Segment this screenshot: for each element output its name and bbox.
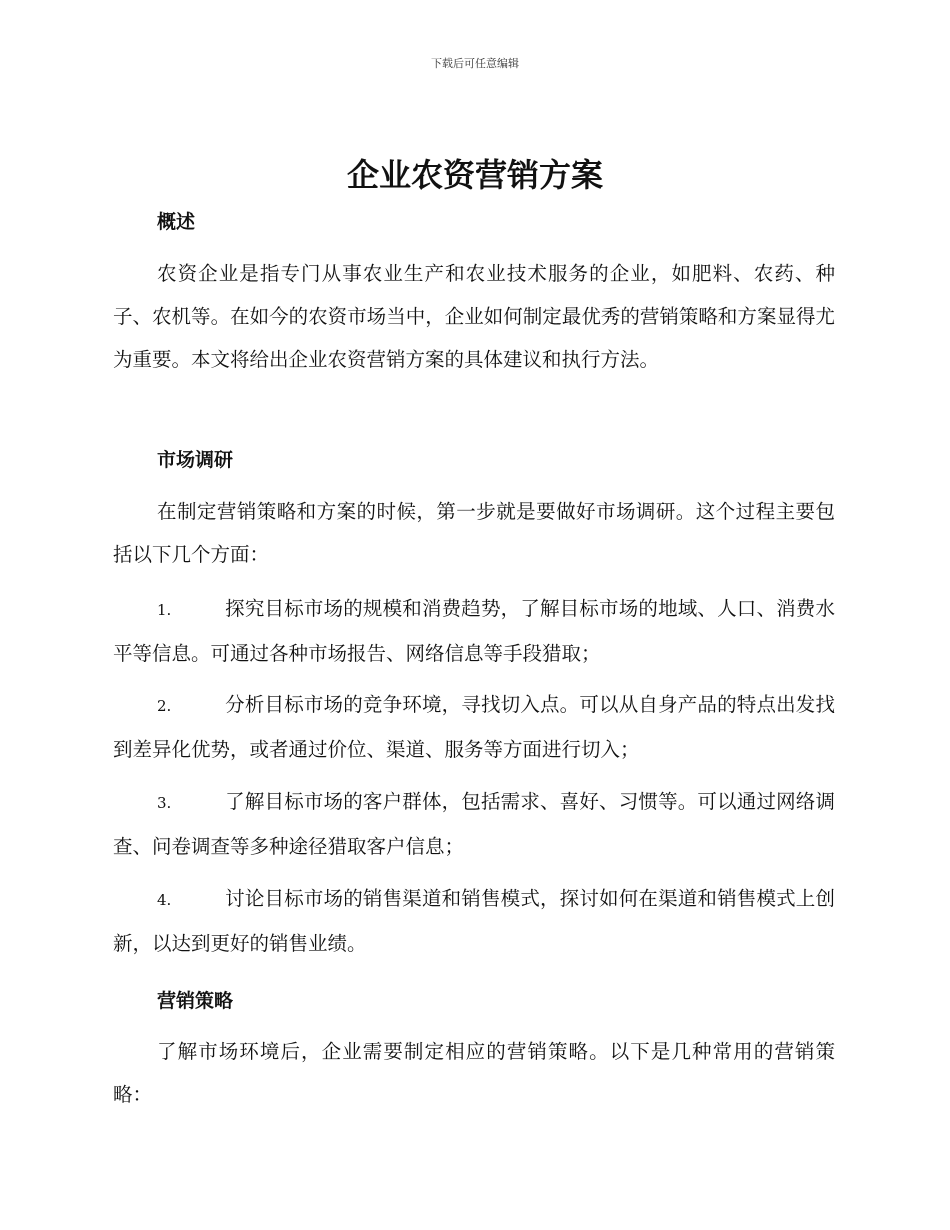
document-title: 企业农资营销方案 — [346, 156, 603, 194]
marketing-strategy-paragraph: 了解市场环境后，企业需要制定相应的营销策略。以下是几种常用的营销策略： — [113, 1040, 835, 1106]
list-item — [113, 587, 835, 675]
market-research-paragraph: 在制定营销策略和方案的时候，第一步就是要做好市场调研。这个过程主要包括以下几个方面： — [113, 500, 835, 566]
list-item-text: 了解目标市场的客户群体，包括需求、喜好、习惯等。可以通过网络调查、问卷调查等多种途径猎取客户信息； — [113, 790, 835, 858]
list-item-text: 讨论目标市场的销售渠道和销售模式，探讨如何在渠道和销售模式上创新，以达到更好的销售业绩。 — [113, 887, 835, 955]
list-item-text: 分析目标市场的竞争环境，寻找切入点。可以从自身产品的特点出发找到差异化优势，或者通过价位、渠道、服务等方面进行切入； — [113, 693, 835, 761]
list-item — [113, 877, 835, 965]
list-item-text: 探究目标市场的规模和消费趋势，了解目标市场的地域、人口、消费水平等信息。可通过各种市场报告、网络信息等手段猎取； — [113, 597, 835, 665]
overview-paragraph: 农资企业是指专门从事农业生产和农业技术服务的企业，如肥料、农药、种子、农机等。在如今的农资市场当中，企业如何制定最优秀的营销策略和方案显得尤为重要。本文将给出企业农资营销方案的具体建议和执行方法。 — [113, 262, 835, 371]
list-item — [113, 683, 835, 771]
section-heading-marketing-strategy: 营销策略 — [157, 990, 234, 1012]
section-heading-overview: 概述 — [157, 211, 196, 233]
list-item — [113, 780, 835, 868]
page-header-note: 下载后可任意编辑 — [431, 57, 519, 70]
list-item-number: 3. — [157, 794, 172, 812]
list-item-number: 2. — [157, 697, 172, 715]
list-item-number: 4. — [157, 891, 172, 909]
section-heading-market-research: 市场调研 — [157, 449, 234, 471]
list-item-number: 1. — [157, 601, 172, 619]
